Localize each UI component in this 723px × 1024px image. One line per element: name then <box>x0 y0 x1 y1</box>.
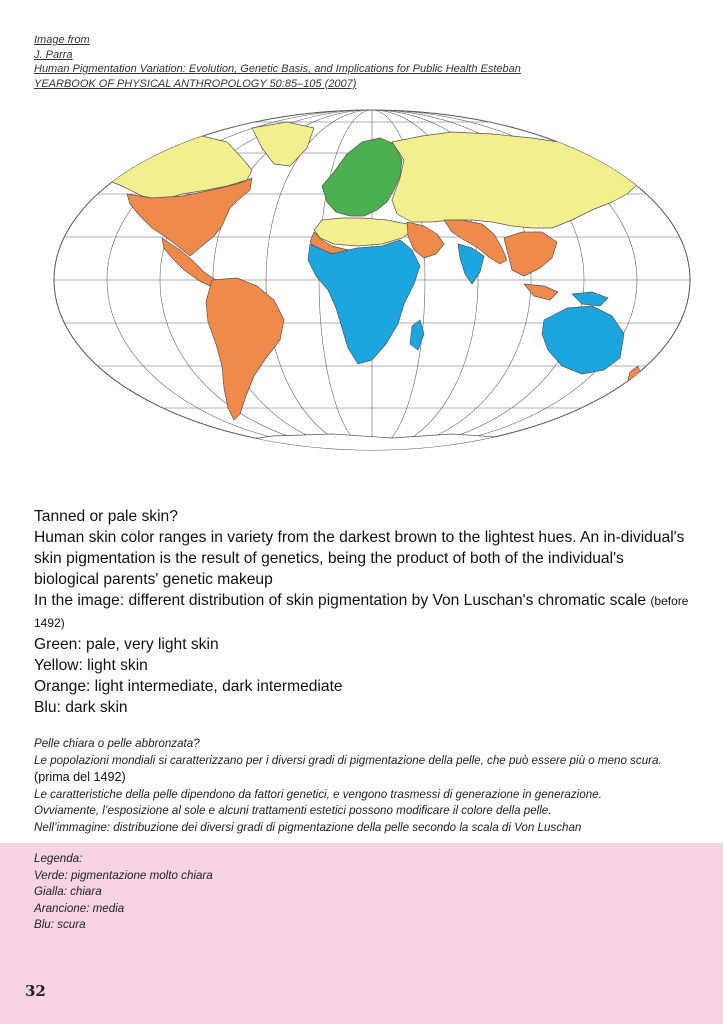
legend-orange: Arancione: media <box>34 901 125 915</box>
english-legend-yellow: Yellow: light skin <box>34 657 148 674</box>
english-legend-orange: Orange: light intermediate, dark intermediate <box>34 678 343 695</box>
legend-title: Legenda: <box>34 852 83 865</box>
image-credit <box>34 33 674 91</box>
page-number: 32 <box>25 982 46 1000</box>
english-heading: Tanned or pale skin? <box>34 508 178 525</box>
credit-author: J. Parra <box>34 48 73 61</box>
english-legend-green: Green: pale, very light skin <box>34 636 219 653</box>
english-image-text: In the image: different distribution of skin pigmentation by Von Luschan's chromatic scale <box>34 592 647 609</box>
credit-article: Human Pigmentation Variation: Evolution, Genetic Basis, and Implications for Public Health Esteban <box>34 63 521 75</box>
italian-genetics-line: Le caratteristiche della pelle dipendono da fattori genetici, e vengono trasmessi di generazione in generazione. <box>34 787 602 801</box>
italian-sun-line: Ovviamente, l’esposizione al sole e alcuni trattamenti estetici possono modificare il colore della pelle. <box>34 804 552 818</box>
english-before-date: (before 1492) <box>34 594 689 630</box>
english-body: Human skin color ranges in variety from the darkest brown to the lightest hues. An in-dividual's skin pigmentation is the result of genetics, being the product of both of the individual's biological parents' genetic makeup <box>34 529 685 588</box>
italian-before-date: (prima del 1492) <box>34 770 126 785</box>
english-legend-blue: Blu: dark skin <box>34 699 128 716</box>
italian-heading: Pelle chiara o pelle abbronzata? <box>34 737 200 750</box>
legend-blue: Blu: scura <box>34 918 86 932</box>
italian-text <box>34 736 684 837</box>
italian-line: Le popolazioni mondiali si caratterizzano per i diversi gradi di pigmentazione della pelle, che può essere più o meno scura. <box>34 753 662 767</box>
legend-box <box>0 843 723 1024</box>
english-image-caption <box>34 590 690 634</box>
italian-legend <box>34 851 213 934</box>
legend-green: Verde: pigmentazione molto chiara <box>34 868 213 882</box>
english-text <box>34 506 690 718</box>
italian-paragraph <box>34 753 684 787</box>
legend-yellow: Gialla: chiara <box>34 885 102 899</box>
credit-line: Image from <box>34 34 90 46</box>
credit-journal: YEARBOOK OF PHYSICAL ANTHROPOLOGY 50:85–105 (2007) <box>34 77 357 90</box>
italian-image-line: Nell’immagine: distribuzione dei diversi gradi di pigmentazione della pelle secondo la scala di Von Luschan <box>34 820 582 834</box>
world-skin-pigmentation-map <box>52 108 692 452</box>
